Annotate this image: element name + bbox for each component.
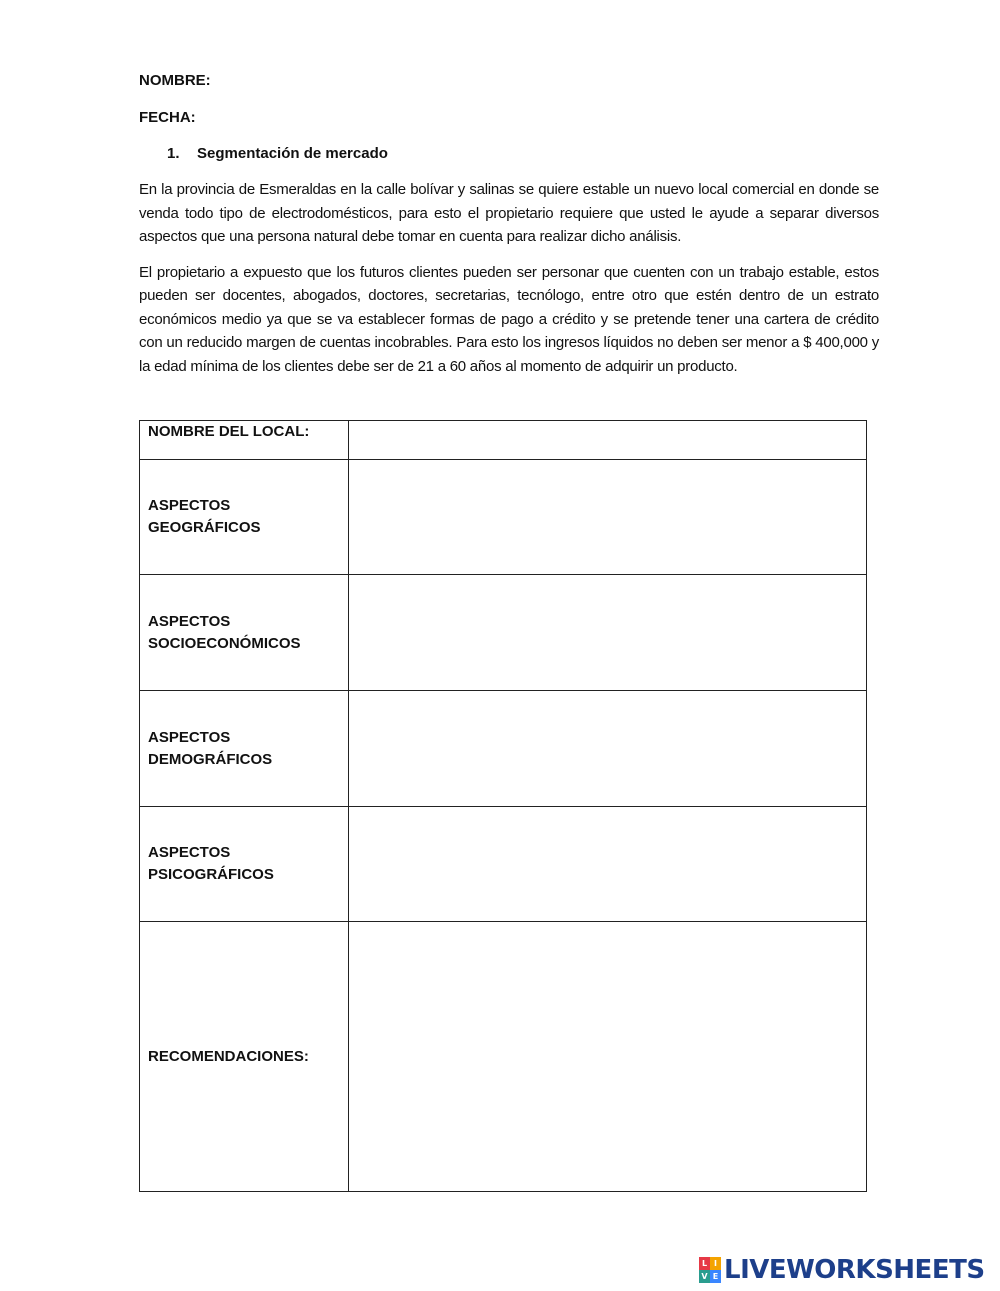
worksheet-page [139, 70, 879, 392]
demographic-field[interactable] [349, 691, 867, 807]
segmentation-table [139, 420, 867, 1192]
row-label-store-name: NOMBRE DEL LOCAL: [140, 421, 349, 460]
store-name-field[interactable] [349, 421, 867, 460]
recommendations-field[interactable] [349, 922, 867, 1192]
intro-paragraph: En la provincia de Esmeraldas en la calle bolívar y salinas se quiere estable un nuevo local comercial en donde se venda todo tipo de electrodomésticos, para esto el propietario requiere que usted le ayude a separar diversos aspectos que una persona natural debe tomar en cuenta para realizar dicho análisis. [139, 181, 879, 245]
logo-text: LIVEWORKSHEETS [724, 1255, 985, 1285]
logo-block-i: I [710, 1257, 721, 1270]
row-label-demographic: ASPECTOS DEMOGRÁFICOS [140, 691, 349, 807]
section-heading [167, 143, 879, 165]
table-row [140, 807, 867, 922]
logo-icon [699, 1257, 721, 1283]
geographic-field[interactable] [349, 460, 867, 575]
section-number: 1. [167, 145, 180, 162]
logo-block-l: L [699, 1257, 710, 1270]
psychographic-field[interactable] [349, 807, 867, 922]
table-row [140, 421, 867, 460]
row-label-recommendations: RECOMENDACIONES: [140, 922, 349, 1192]
date-label: FECHA: [139, 109, 196, 126]
row-label-socioeconomic: ASPECTOS SOCIOECONÓMICOS [140, 575, 349, 691]
table-row [140, 460, 867, 575]
table-row [140, 922, 867, 1192]
section-title: Segmentación de mercado [197, 145, 388, 162]
details-paragraph: El propietario a expuesto que los futuros clientes pueden ser personar que cuenten con un trabajo estable, estos pueden ser docentes, abogados, doctores, secretarias, tecnólogo, entre otro que estén dentro de un estrato económicos medio ya que se va establecer formas de pago a crédito y se pretende tener una cartera de crédito con un reducido margen de cuentas incobrables. Para esto los ingresos líquidos no deben ser menor a $ 400,000 y la edad mínima de los clientes debe ser de 21 a 60 años al momento de adquirir un producto. [139, 263, 879, 375]
row-label-psychographic: ASPECTOS PSICOGRÁFICOS [140, 807, 349, 922]
row-label-geographic: ASPECTOS GEOGRÁFICOS [140, 460, 349, 575]
name-label: NOMBRE: [139, 72, 211, 89]
table-row [140, 691, 867, 807]
logo-block-e: E [710, 1270, 721, 1283]
socioeconomic-field[interactable] [349, 575, 867, 691]
table-row [140, 575, 867, 691]
logo-block-v: V [699, 1270, 710, 1283]
liveworksheets-logo[interactable] [699, 1256, 985, 1284]
